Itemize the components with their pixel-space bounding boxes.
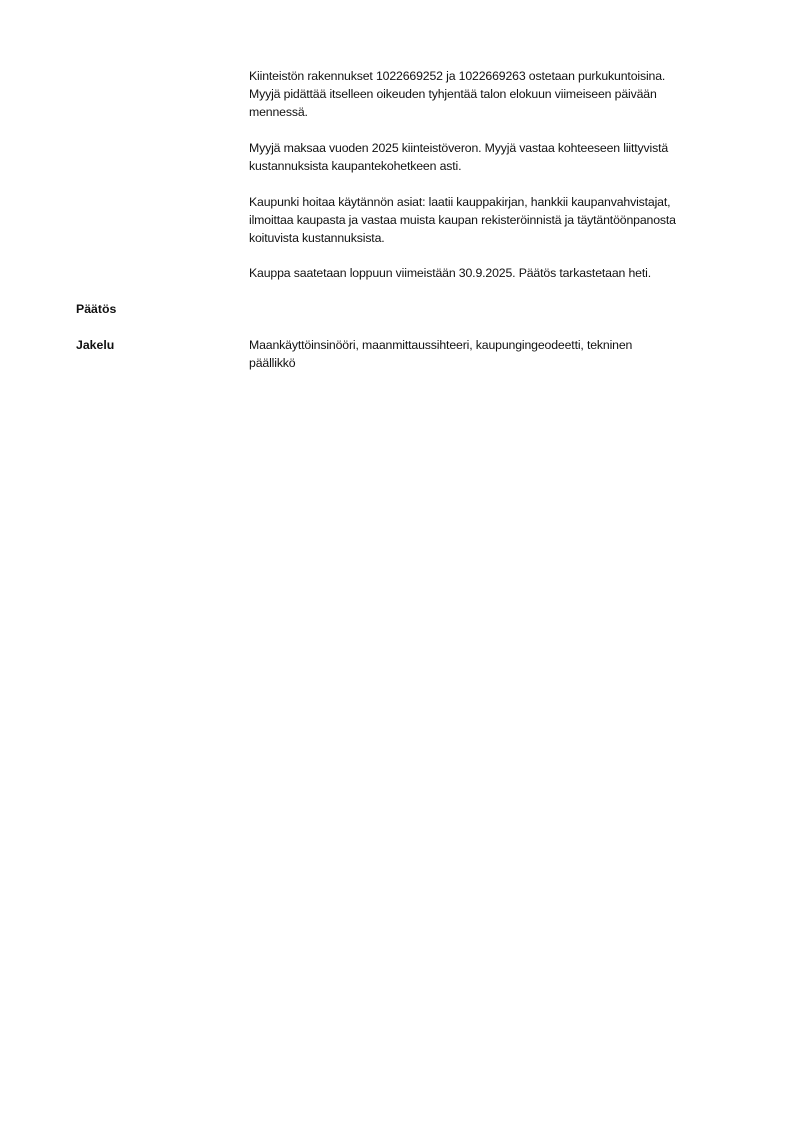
- text-line: ilmoittaa kaupasta ja vastaa muista kaupan rekisteröinnistä ja täytäntöönpanosta: [249, 213, 676, 227]
- text-line: Kiinteistön rakennukset 1022669252 ja 1022669263 ostetaan purkukuntoisina.: [249, 69, 666, 83]
- text-line: päällikkö: [249, 356, 296, 370]
- text-line: Myyjä pidättää itselleen oikeuden tyhjentää talon elokuun viimeiseen päivään: [249, 87, 657, 101]
- text-line: kustannuksista kaupantekohetkeen asti.: [249, 159, 462, 173]
- paragraph-completion-deadline: [249, 264, 749, 282]
- text-line: koituvista kustannuksista.: [249, 231, 385, 245]
- paragraph-buildings-purchase: [249, 67, 749, 121]
- text-line: Maankäyttöinsinööri, maanmittaussihteeri, kaupungingeodeetti, tekninen: [249, 338, 633, 352]
- paragraph-city-practicalities: [249, 193, 749, 247]
- section-label-jakelu: Jakelu: [76, 338, 115, 352]
- paragraph-property-tax: [249, 139, 749, 175]
- text-line: mennessä.: [249, 105, 308, 119]
- distribution-list: [249, 336, 749, 372]
- text-line: Kauppa saatetaan loppuun viimeistään 30.9.2025. Päätös tarkastetaan heti.: [249, 266, 651, 280]
- section-label-paatos: Päätös: [76, 302, 117, 316]
- text-line: Myyjä maksaa vuoden 2025 kiinteistöveron. Myyjä vastaa kohteeseen liittyvistä: [249, 141, 669, 155]
- text-line: Kaupunki hoitaa käytännön asiat: laatii kauppakirjan, hankkii kaupanvahvistajat,: [249, 195, 671, 209]
